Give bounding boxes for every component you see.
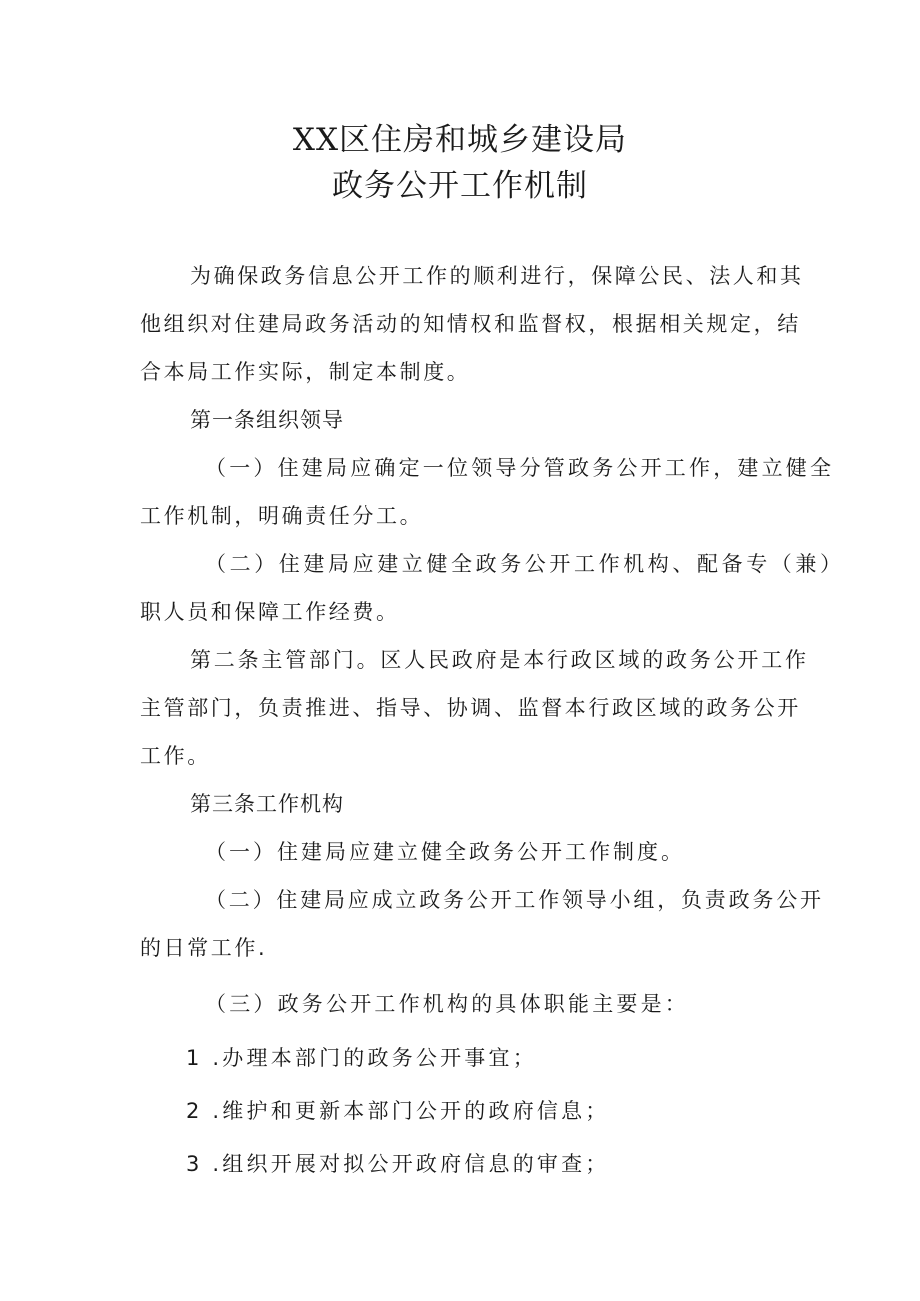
paragraph-line: （三）政务公开工作机构的具体职能主要是： — [205, 992, 689, 1016]
section-heading: 第一条组织领导 — [190, 408, 344, 432]
paragraph-line: 的日常工作. — [140, 936, 268, 960]
document-title-line2: 政务公开工作机制 — [332, 168, 588, 204]
list-item: 3 .组织开展对拟公开政府信息的审查； — [186, 1152, 610, 1176]
paragraph-line: 工作。 — [140, 744, 211, 768]
paragraph-line: 他组织对住建局政务活动的知情权和监督权，根据相关规定，结 — [140, 312, 801, 336]
paragraph-line: （二）住建局应成立政务公开工作领导小组，负责政务公开 — [205, 888, 824, 912]
list-item: 2 .维护和更新本部门公开的政府信息； — [186, 1099, 610, 1123]
paragraph-line: 为确保政务信息公开工作的顺利进行，保障公民、法人和其 — [190, 264, 804, 288]
paragraph-line: 主管部门，负责推进、指导、协调、监督本行政区域的政务公开 — [140, 696, 801, 720]
paragraph-line: 合本局工作实际，制定本制度。 — [140, 360, 471, 384]
list-item: 1 .办理本部门的政务公开事宜； — [186, 1046, 537, 1070]
paragraph-line: （一）住建局应确定一位领导分管政务公开工作，建立健全 — [205, 456, 835, 480]
section-heading: 第三条工作机构 — [190, 792, 344, 816]
paragraph-line: （二）住建局应建立健全政务公开工作机构、配备专（兼） — [205, 552, 845, 576]
paragraph-line: （一）住建局应建立健全政务公开工作制度。 — [205, 840, 685, 864]
paragraph-line: 职人员和保障工作经费。 — [140, 600, 400, 624]
paragraph-line: 第二条主管部门。区人民政府是本行政区域的政务公开工作 — [190, 648, 809, 672]
document-title-line1: XX区住房和城乡建设局 — [292, 122, 628, 158]
paragraph-line: 工作机制，明确责任分工。 — [140, 504, 424, 528]
